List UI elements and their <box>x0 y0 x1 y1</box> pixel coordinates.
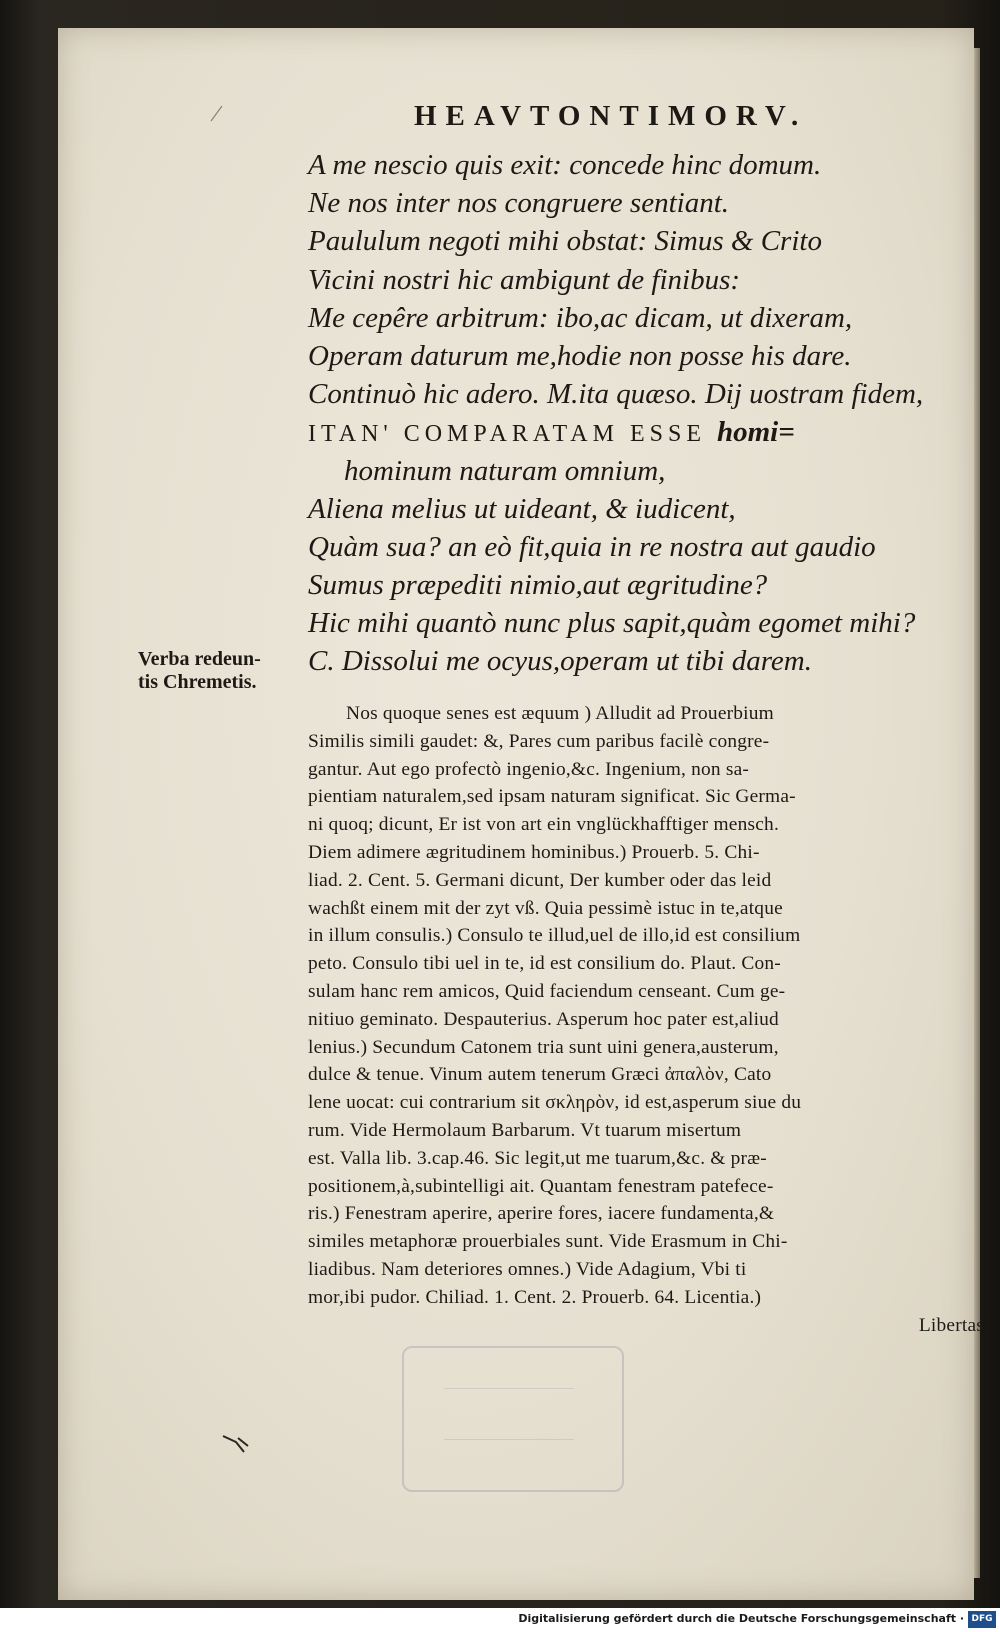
verse-line: Sumus præpediti nimio,aut ægritudine? <box>308 569 768 602</box>
catchword: Libertas <box>918 1314 984 1336</box>
verse-line: hominum naturam omnium, <box>344 454 666 487</box>
verse-line: C. Dissolui me ocyus,operam ut tibi darem. <box>308 645 812 678</box>
commentary-line: Diem adimere ægritudinem hominibus.) Prouerb. 5. Chi- <box>308 841 760 863</box>
commentary-line: ni quoq; dicunt, Er ist von art ein vnglückhafftiger mensch. <box>308 814 779 836</box>
commentary-line: similes metaphoræ prouerbiales sunt. Vide Erasmum in Chi- <box>308 1231 788 1253</box>
book-page <box>58 28 984 1600</box>
commentary-line: liad. 2. Cent. 5. Germani dicunt, Der kumber oder das leid <box>308 869 772 891</box>
verse-line: Operam daturum me,hodie non posse his dare. <box>308 339 852 372</box>
commentary-line: mor,ibi pudor. Chiliad. 1. Cent. 2. Prouerb. 64. Licentia.) <box>308 1286 762 1308</box>
verse-line-caps <box>308 413 988 451</box>
commentary-line: ris.) Fenestram aperire, aperire fores, iacere fundamenta,& <box>308 1203 775 1225</box>
verse-line: Ne nos inter nos congruere sentiant. <box>308 187 729 220</box>
marginal-note-line: tis Chremetis. <box>138 671 257 693</box>
verse-line: Paululum negoti mihi obstat: Simus & Crito <box>308 225 822 258</box>
commentary-text <box>308 700 990 1339</box>
caps-tail: homi= <box>716 416 795 449</box>
commentary-line: lene uocat: cui contrarium sit σκληρὸν, id est,asperum siue du <box>308 1092 802 1114</box>
commentary-line: est. Valla lib. 3.cap.46. Sic legit,ut me tuarum,&c. & præ- <box>308 1147 767 1169</box>
commentary-line: Similis simili gaudet: &, Pares cum paribus facilè congre- <box>308 730 770 752</box>
digitization-footer <box>0 1608 1000 1632</box>
pencil-mark <box>208 103 226 123</box>
commentary-line: rum. Vide Hermolaum Barbarum. Vt tuarum misertum <box>308 1119 742 1141</box>
verse-text <box>308 146 988 681</box>
commentary-line: peto. Consulo tibi uel in te, id est consilium do. Plaut. Con- <box>308 953 781 975</box>
verse-line: Hic mihi quantò nunc plus sapit,quàm egomet mihi? <box>308 607 916 640</box>
commentary-line: dulce & tenue. Vinum autem tenerum Græci ἀπαλὸν, Cato <box>308 1064 772 1086</box>
commentary-line: sulam hanc rem amicos, Quid faciendum censeant. Cum ge- <box>308 980 786 1002</box>
marginal-note <box>138 648 318 694</box>
caps-text: ITAN' COMPARATAM ESSE <box>308 421 706 448</box>
commentary-line: lenius.) Secundum Catonem tria sunt uini genera,austerum, <box>308 1036 779 1058</box>
verse-line: Aliena melius ut uideant, & iudicent, <box>308 492 736 525</box>
verse-line: Continuò hic adero. M.ita quæso. Dij uostram fidem, <box>308 378 924 411</box>
verse-line: A me nescio quis exit: concede hinc domum. <box>308 149 822 181</box>
verse-line: Vicini nostri hic ambigunt de finibus: <box>308 263 741 296</box>
commentary-line: Nos quoque senes est æquum ) Alludit ad Prouerbium <box>346 703 774 724</box>
ink-mark <box>218 1428 278 1458</box>
verse-line: Quàm sua? an eò fit,quia in re nostra aut gaudio <box>308 530 876 563</box>
commentary-line: wachßt einem mit der zyt vß. Quia pessimè istuc in te,atque <box>308 897 783 919</box>
library-stamp <box>402 1346 624 1492</box>
footer-credit: Digitalisierung gefördert durch die Deutsche Forschungsgemeinschaft · <box>518 1612 964 1625</box>
running-head: HEAVTONTIMORV. <box>414 100 808 132</box>
dfg-logo-icon: DFG <box>968 1611 996 1628</box>
commentary-line: nitiuo geminato. Despauterius. Asperum hoc pater est,aliud <box>308 1008 779 1030</box>
commentary-line: pientiam naturalem,sed ipsam naturam significat. Sic Germa- <box>308 786 796 808</box>
marginal-note-line: Verba redeun- <box>138 648 261 670</box>
commentary-line: liadibus. Nam deteriores omnes.) Vide Adagium, Vbi ti <box>308 1258 747 1280</box>
commentary-line: gantur. Aut ego profectò ingenio,&c. Ingenium, non sa- <box>308 758 750 780</box>
commentary-line: positionem,à,subintelligi ait. Quantam fenestram patefece- <box>308 1175 774 1197</box>
commentary-line: in illum consulis.) Consulo te illud,uel de illo,id est consilium <box>308 925 801 947</box>
verse-line: Me cepêre arbitrum: ibo,ac dicam, ut dixeram, <box>308 301 853 334</box>
